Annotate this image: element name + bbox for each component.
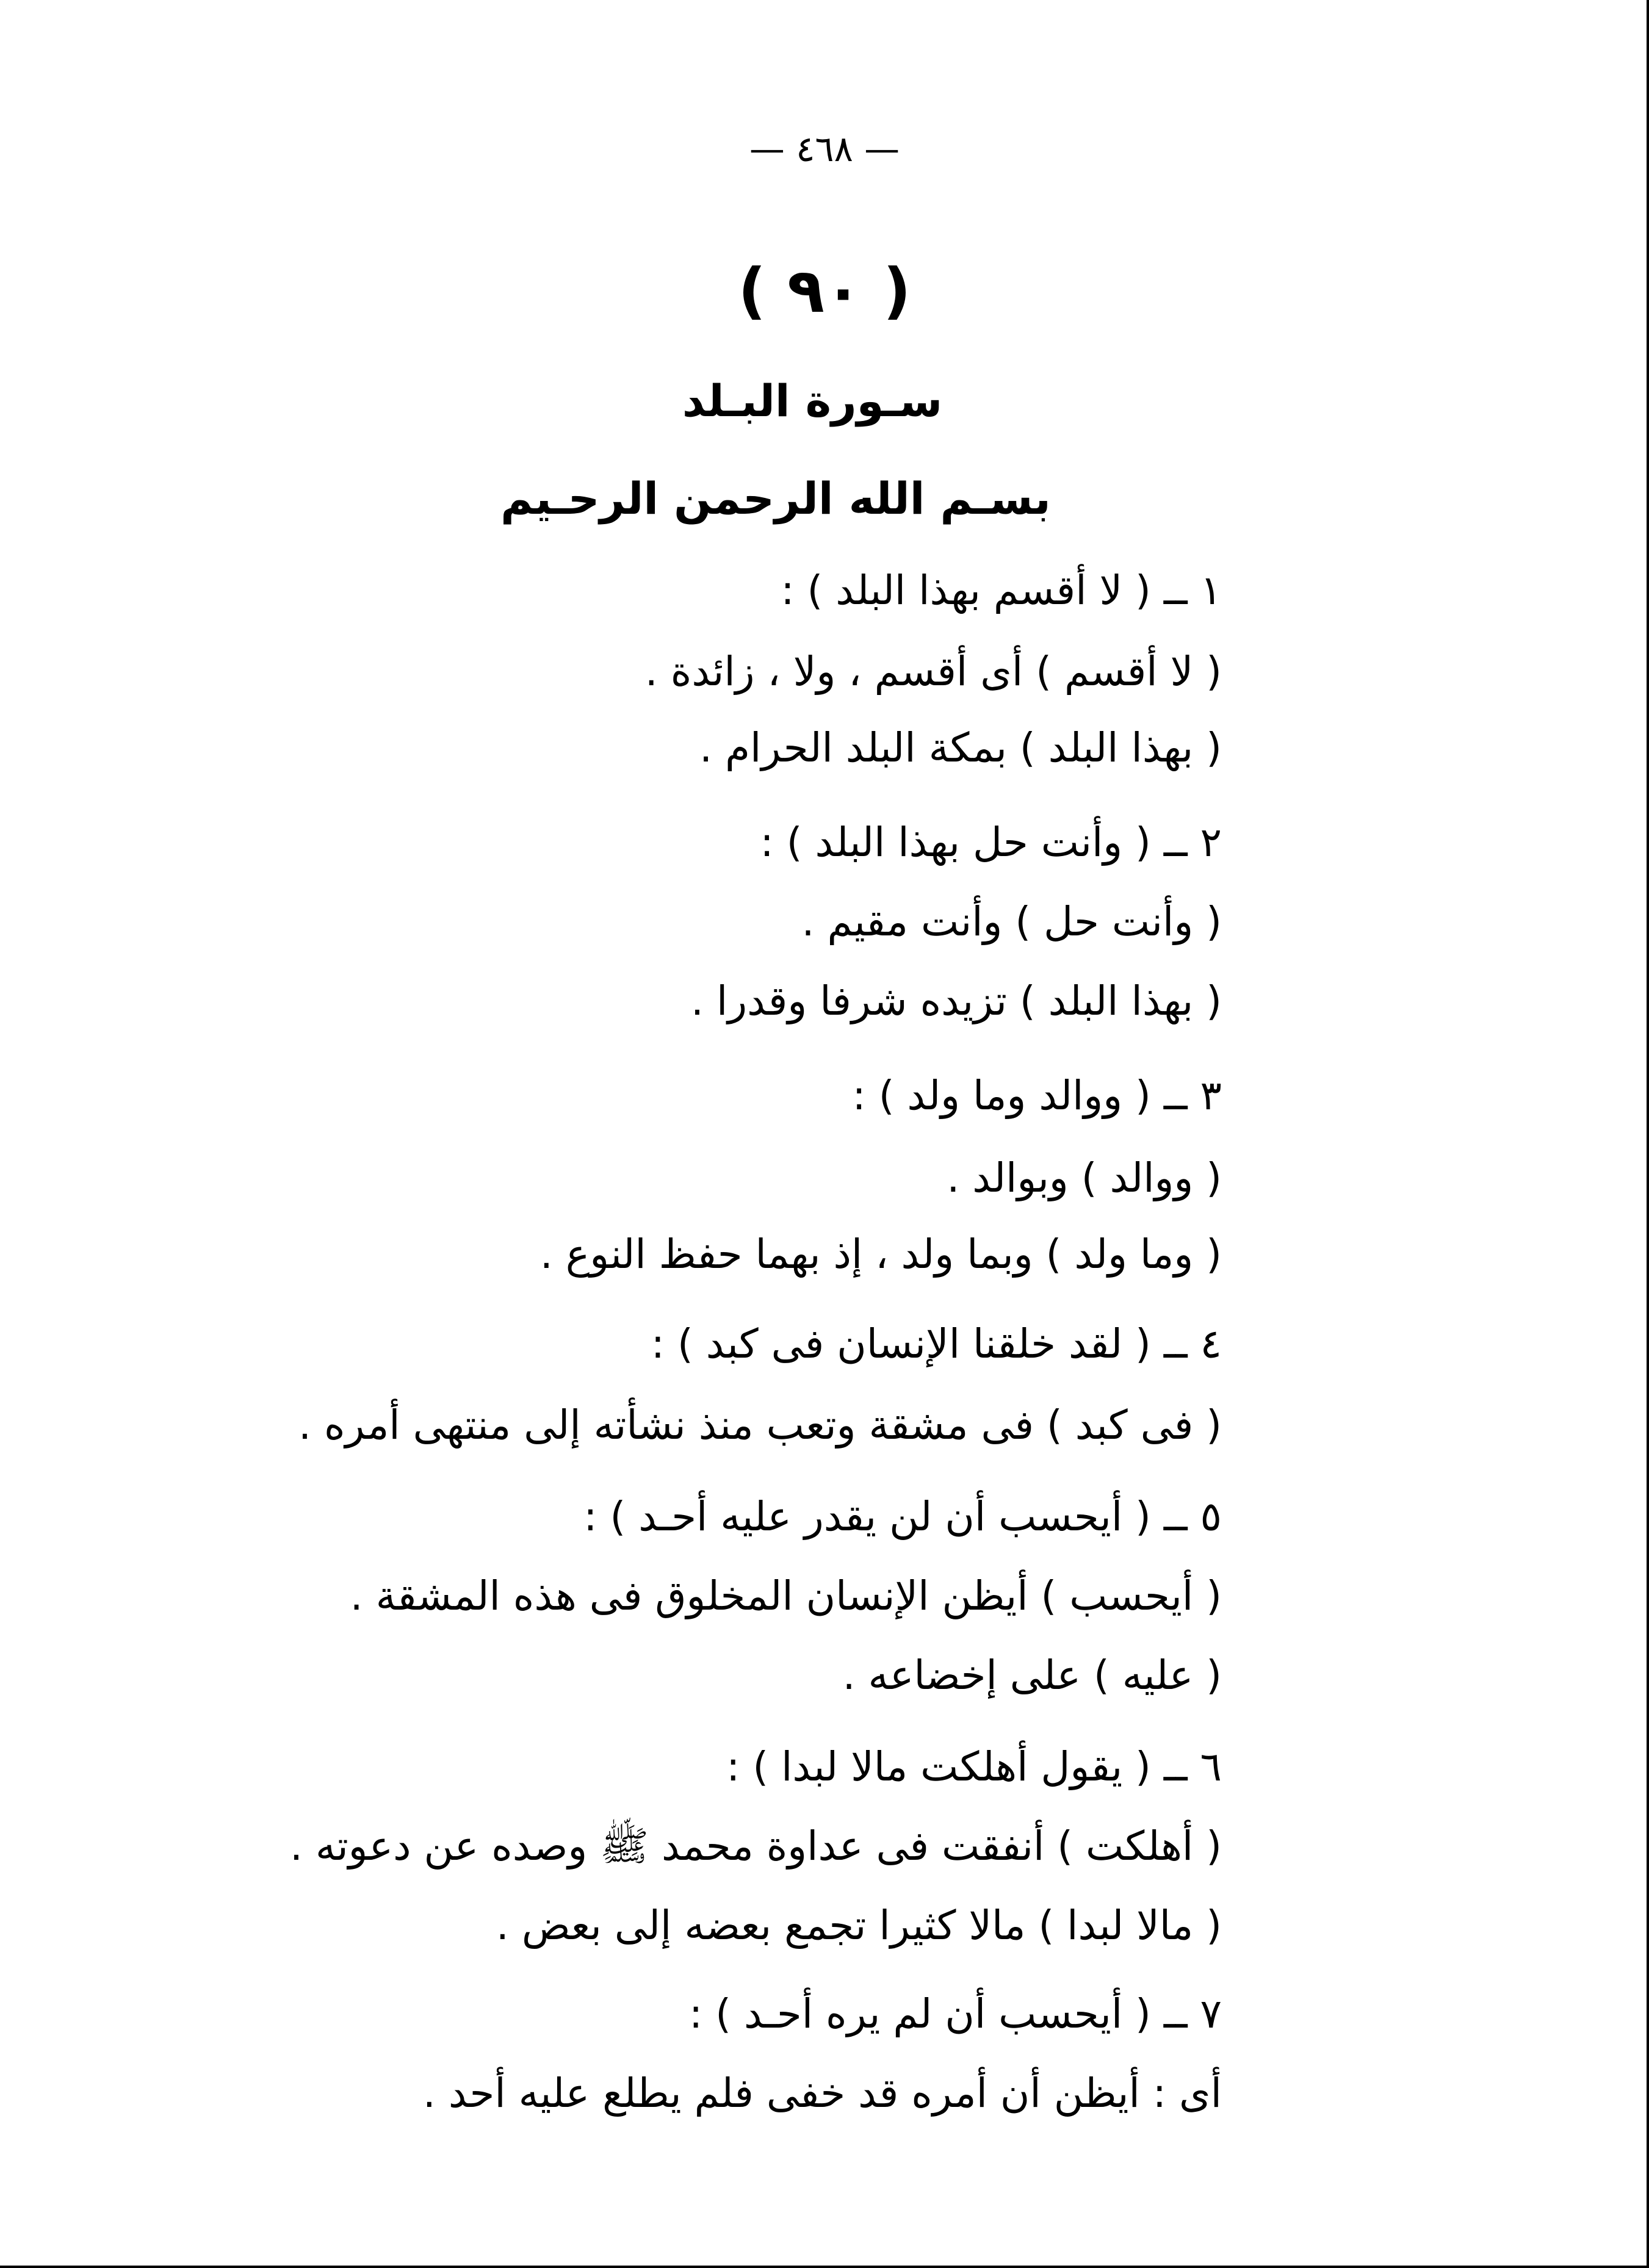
page-edge-bottom [0, 2266, 1649, 2268]
commentary-line: ( وأنت حل ) وأنت مقيم . [801, 898, 1222, 945]
commentary-line: ( بهذا البلد ) تزيده شرفا وقدرا . [691, 977, 1222, 1024]
commentary-line: ( بهذا البلد ) بمكة البلد الحرام . [699, 724, 1222, 771]
surah-number: ( ٩٠ ) [738, 255, 911, 326]
commentary-line: ( ووالد ) وبوالد . [947, 1154, 1222, 1201]
verse-heading-1: ١ ــ ( لا أقسم بهذا البلد ) : [781, 567, 1222, 614]
commentary-line: ( مالا لبدا ) مالا كثيرا تجمع بعضه إلى بعض . [496, 1902, 1222, 1949]
basmala: بسـم الله الرحمن الرحـيم [500, 473, 1051, 524]
verse-heading-3: ٣ ــ ( ووالد وما ولد ) : [852, 1072, 1222, 1119]
commentary-line: ( أيحسب ) أيظن الإنسان المخلوق فى هذه المشقة . [350, 1572, 1222, 1619]
commentary-line: ( أهلكت ) أنفقت فى عداوة محمد ﷺ وصده عن دعوته . [289, 1823, 1222, 1870]
commentary-line: ( لا أقسم ) أى أقسم ، ولا ، زائدة . [644, 648, 1222, 695]
surah-title: سـورة البـلد [682, 375, 943, 427]
verse-heading-5: ٥ ــ ( أيحسب أن لن يقدر عليه أحـد ) : [583, 1493, 1222, 1540]
page-number: — ٤٦٨ — [749, 128, 900, 170]
verse-heading-6: ٦ ــ ( يقول أهلكت مالا لبدا ) : [726, 1743, 1222, 1790]
commentary-line: ( وما ولد ) وبما ولد ، إذ بهما حفظ النوع . [539, 1231, 1222, 1278]
verse-heading-4: ٤ ــ ( لقد خلقنا الإنسان فى كبد ) : [651, 1320, 1222, 1367]
verse-heading-2: ٢ ــ ( وأنت حل بهذا البلد ) : [760, 819, 1222, 866]
commentary-line: ( عليه ) على إخضاعه . [842, 1652, 1222, 1699]
commentary-line: أى : أيظن أن أمره قد خفى فلم يطلع عليه أحد . [422, 2070, 1222, 2117]
verse-heading-7: ٧ ــ ( أيحسب أن لم يره أحـد ) : [689, 1990, 1222, 2037]
commentary-line: ( فى كبد ) فى مشقة وتعب منذ نشأته إلى منتهى أمره . [298, 1402, 1222, 1449]
page-edge-right [1647, 0, 1649, 2268]
